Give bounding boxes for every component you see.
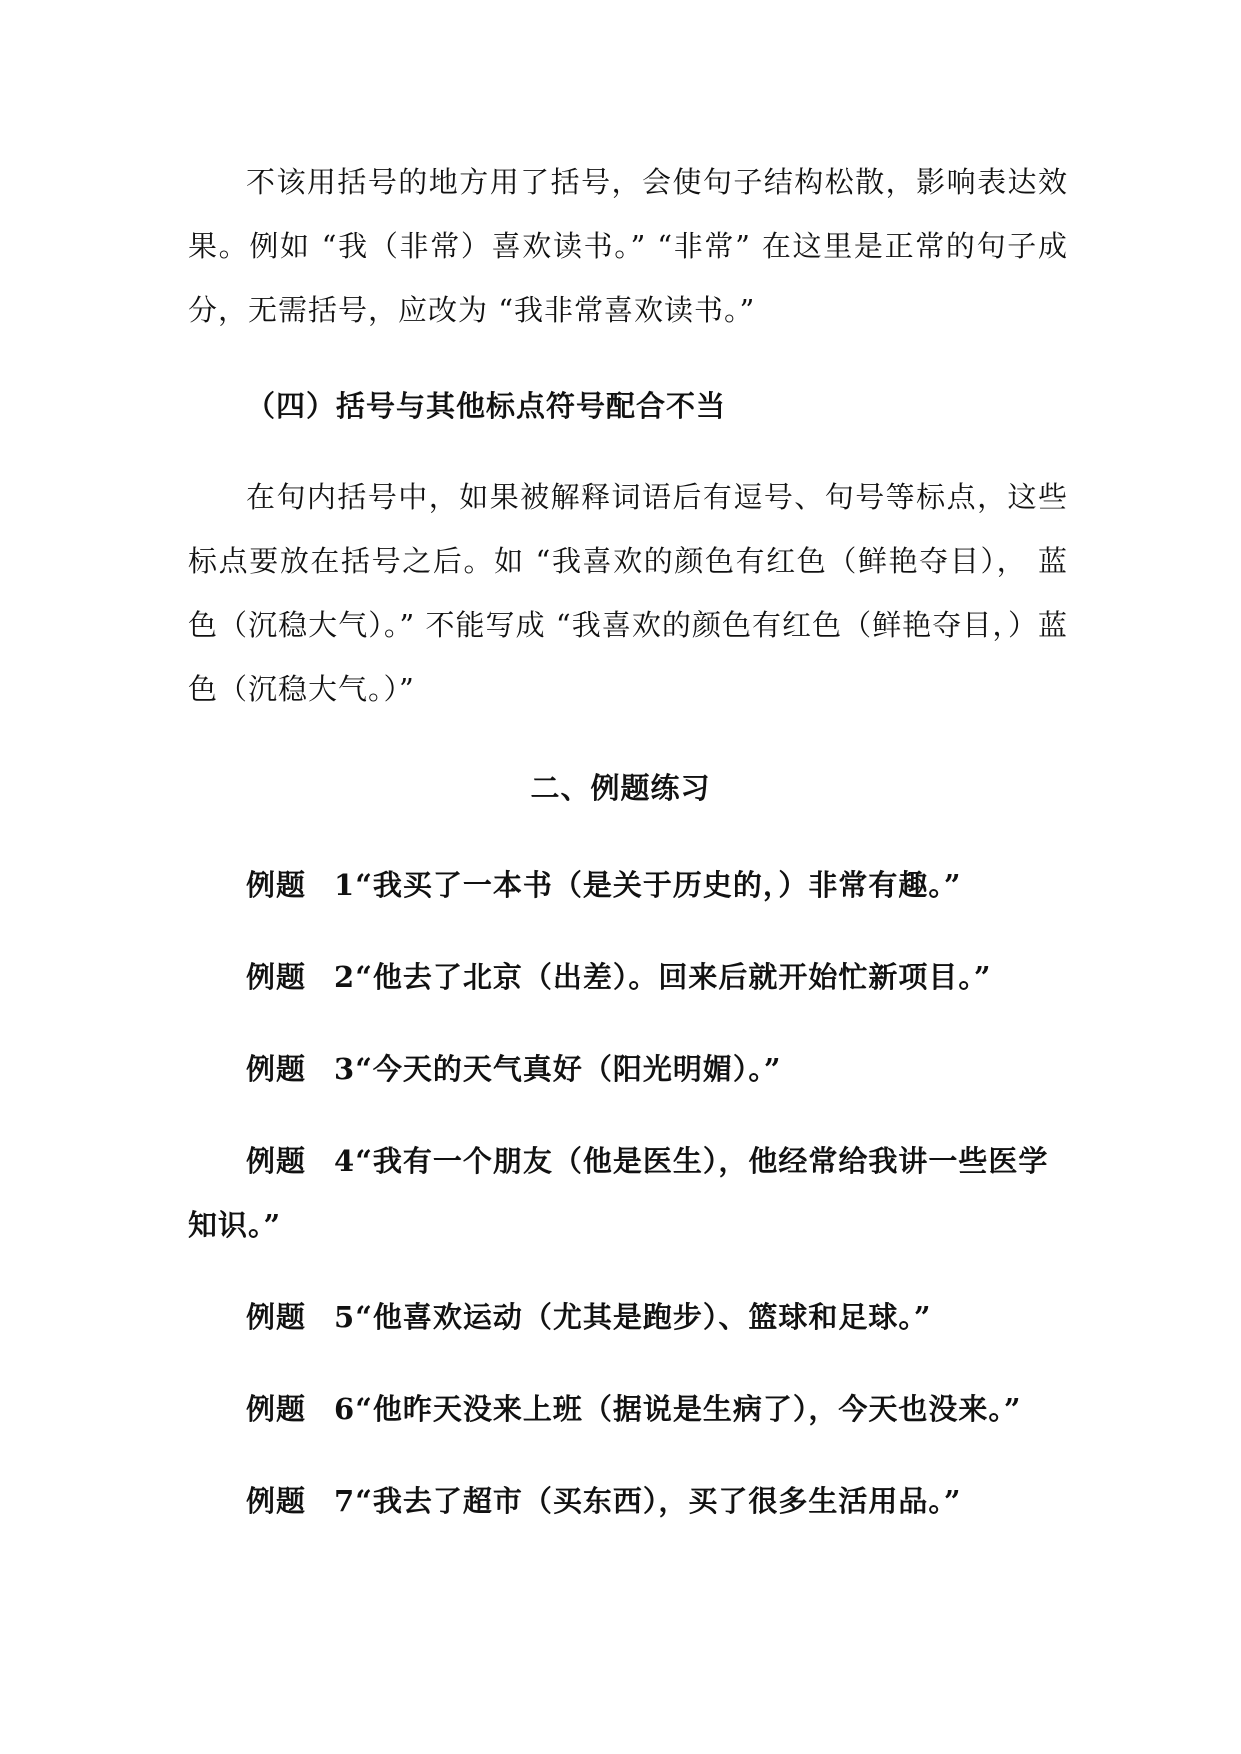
example-item-4 bbox=[188, 1129, 1068, 1257]
example-item-2 bbox=[188, 945, 1068, 1009]
example-item-6 bbox=[188, 1377, 1068, 1441]
example-label: 例题 bbox=[246, 1144, 307, 1178]
example-item-7 bbox=[188, 1469, 1068, 1533]
paragraph-bracket-punctuation-rule: 在句内括号中，如果被解释词语后有逗号、句号等标点，这些标点要放在括号之后。如 “我喜欢的颜色有红色（鲜艳夺目）， 蓝色（沉稳大气）。” 不能写成 “我喜欢的颜色有红色（鲜艳夺目，）蓝色（沉稳大气。）” bbox=[188, 480, 1068, 706]
example-label: 例题 bbox=[246, 960, 307, 994]
example-label: 例题 bbox=[246, 1392, 307, 1426]
example-item-5 bbox=[188, 1285, 1068, 1349]
example-text: 7“我去了超市（买东西），买了很多生活用品。” bbox=[334, 1484, 962, 1518]
example-text: 2“他去了北京（出差）。回来后就开始忙新项目。” bbox=[334, 960, 992, 994]
example-label: 例题 bbox=[246, 1052, 307, 1086]
example-text: 3“今天的天气真好（阳光明媚）。” bbox=[334, 1052, 782, 1086]
example-item-1 bbox=[188, 853, 1068, 917]
example-text: 1“我买了一本书（是关于历史的，）非常有趣。” bbox=[334, 868, 962, 902]
example-item-3 bbox=[188, 1037, 1068, 1101]
example-label: 例题 bbox=[246, 1300, 307, 1334]
example-text: 5“他喜欢运动（尤其是跑步）、篮球和足球。” bbox=[334, 1300, 932, 1334]
section-heading-examples: 二、例题练习 bbox=[530, 771, 711, 805]
example-label: 例题 bbox=[246, 868, 307, 902]
paragraph-bracket-misuse: 不该用括号的地方用了括号，会使句子结构松散，影响表达效果。例如 “我（非常）喜欢读书。” “非常” 在这里是正常的句子成分，无需括号，应改为 “我非常喜欢读书。” bbox=[188, 165, 1068, 327]
example-text: 6“他昨天没来上班（据说是生病了），今天也没来。” bbox=[334, 1392, 1022, 1426]
example-text: 4“我有一个朋友（他是医生），他经常给我讲一些医学知识。” bbox=[188, 1144, 1049, 1242]
example-label: 例题 bbox=[246, 1484, 307, 1518]
subheading-bracket-punctuation: （四）括号与其他标点符号配合不当 bbox=[246, 389, 727, 423]
